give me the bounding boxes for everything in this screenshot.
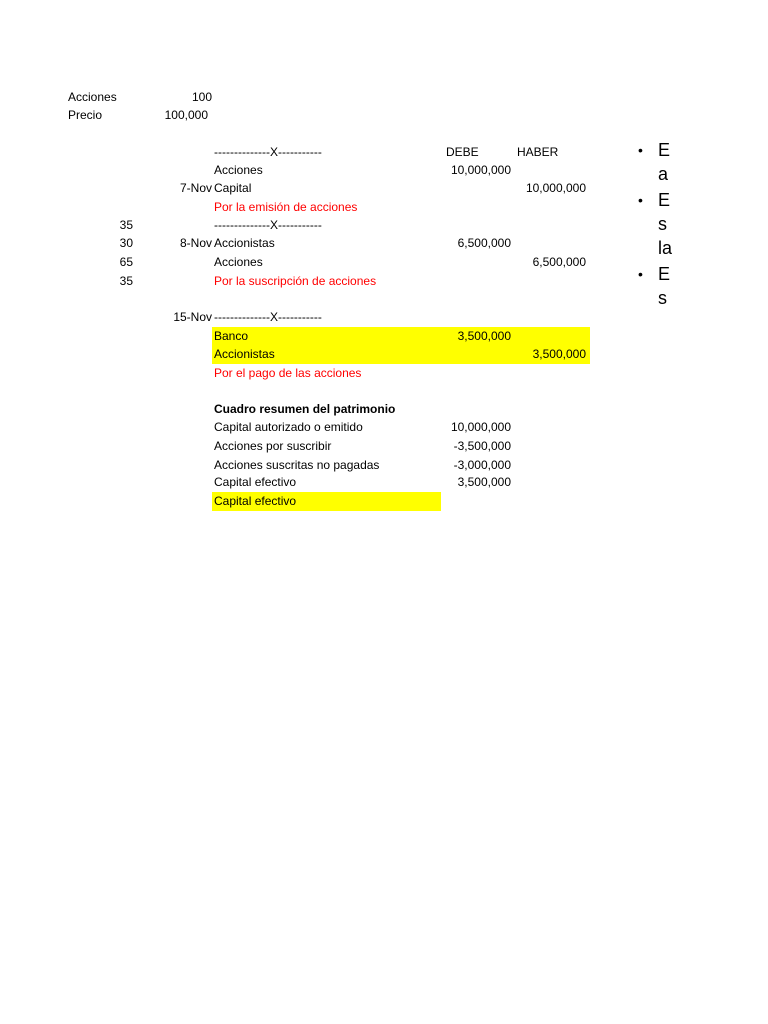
entry2-line1-debe: 6,500,000 bbox=[457, 236, 511, 250]
acciones-label: Acciones bbox=[68, 90, 117, 104]
entry2-line2-account: Acciones bbox=[214, 255, 263, 269]
summary-row4-value: 3,500,000 bbox=[457, 475, 511, 489]
summary-row2-value: -3,500,000 bbox=[453, 439, 511, 453]
entry2-date: 8-Nov bbox=[179, 236, 212, 250]
bullet-text-3: E s bbox=[658, 264, 671, 308]
bullet-text-1: E a bbox=[658, 140, 671, 184]
side-number-3: 65 bbox=[119, 255, 133, 269]
separator-3: --------------X----------- bbox=[214, 310, 322, 324]
bullet-dot-icon: • bbox=[638, 192, 643, 208]
clipped-bullet-list bbox=[638, 138, 768, 312]
entry2-note: Por la suscripción de acciones bbox=[214, 274, 377, 288]
entry2-line1-account: Accionistas bbox=[214, 236, 275, 250]
entry3-line2-account: Accionistas bbox=[214, 347, 275, 361]
entry1-date: 7-Nov bbox=[179, 181, 212, 195]
bullet-item-1 bbox=[638, 138, 768, 186]
bullet-text-2: E s la bbox=[658, 190, 673, 258]
entry1-note: Por la emisión de acciones bbox=[214, 200, 358, 214]
summary-row3-label: Acciones suscritas no pagadas bbox=[214, 458, 380, 472]
side-number-4: 35 bbox=[119, 274, 133, 288]
bullet-item-2 bbox=[638, 188, 768, 260]
entry3-date: 15-Nov bbox=[173, 310, 212, 324]
separator-2: --------------X----------- bbox=[214, 218, 322, 232]
entry3-line2-haber: 3,500,000 bbox=[532, 347, 586, 361]
entry1-line2-haber: 10,000,000 bbox=[525, 181, 586, 195]
separator-1: --------------X----------- bbox=[214, 145, 322, 159]
summary-row2-label: Acciones por suscribir bbox=[214, 439, 332, 453]
entry1-line1-debe: 10,000,000 bbox=[450, 163, 511, 177]
summary-row1-value: 10,000,000 bbox=[450, 420, 511, 434]
summary-row3-value: -3,000,000 bbox=[453, 458, 511, 472]
bullet-dot-icon: • bbox=[638, 266, 643, 282]
entry3-line1-account: Banco bbox=[214, 329, 249, 343]
column-debe: DEBE bbox=[446, 145, 479, 159]
entry3-note: Por el pago de las acciones bbox=[214, 366, 362, 380]
column-haber: HABER bbox=[517, 145, 559, 159]
side-number-2: 30 bbox=[119, 236, 133, 250]
summary-row5-label: Capital efectivo bbox=[214, 494, 297, 508]
bullet-dot-icon: • bbox=[638, 142, 643, 158]
entry3-line1-debe: 3,500,000 bbox=[457, 329, 511, 343]
entry2-line2-haber: 6,500,000 bbox=[532, 255, 586, 269]
entry1-line2-account: Capital bbox=[214, 181, 252, 195]
summary-row1-label: Capital autorizado o emitido bbox=[214, 420, 363, 434]
summary-title: Cuadro resumen del patrimonio bbox=[214, 402, 396, 416]
precio-label: Precio bbox=[68, 108, 103, 122]
precio-value: 100,000 bbox=[164, 108, 208, 122]
bullet-item-3 bbox=[638, 262, 768, 310]
entry1-line1-account: Acciones bbox=[214, 163, 263, 177]
acciones-value: 100 bbox=[191, 90, 212, 104]
summary-row4-label: Capital efectivo bbox=[214, 475, 297, 489]
side-number-1: 35 bbox=[119, 218, 133, 232]
